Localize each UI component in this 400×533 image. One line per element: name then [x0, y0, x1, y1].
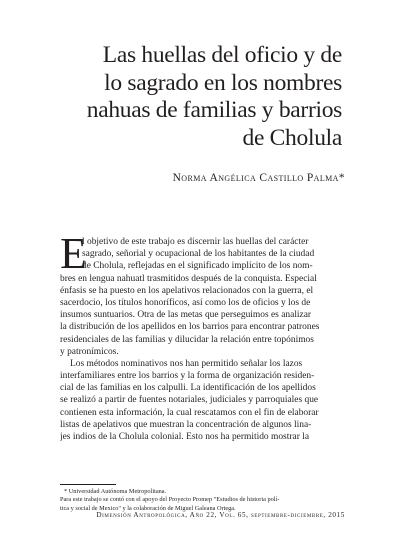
- footnotes: [60, 488, 345, 513]
- body-line: bres en lengua nahuatl trasmitidos después de la conquista. Especial: [60, 273, 317, 284]
- body-line: listas de apelativos que muestran la concentración de algunos lina-: [60, 419, 312, 430]
- body-line: de Cholula, reflejadas en el significado implícito de los nom-: [82, 261, 313, 272]
- footnote-line: tica y social de Mexico" y la colaboración de Miguel Galeana Ortega.: [60, 504, 236, 512]
- article-title: [60, 42, 342, 152]
- body-line: sagrado, señorial y ocupacional de los habitantes de la ciudad: [82, 249, 315, 260]
- title-line: Las huellas del oficio y de: [102, 42, 342, 68]
- title-line: nahuas de familias y barrios: [86, 97, 342, 123]
- title-line: de Cholula: [242, 124, 342, 151]
- body-line: interfamiliares entre los barrios y la forma de organización residen-: [60, 371, 315, 382]
- title-line: lo sagrado en los nombres: [104, 69, 342, 96]
- body-line: énfasis se ha puesto en los apelativos relacionados con la guerra, el: [60, 285, 314, 296]
- body-line: la distribución de los apellidos en los barrios para encontrar patrones: [60, 322, 320, 333]
- article-body: [60, 229, 345, 443]
- body-line: l objetivo de este trabajo es discernir las huellas del carácter: [82, 237, 309, 247]
- article-author: Norma Angélica Castillo Palma*: [172, 172, 345, 184]
- body-line: cial de las familias en los calpulli. La identificación de los apellidos: [60, 383, 316, 394]
- body-line: Los métodos nominativos nos han permitido señalar los lazos: [70, 358, 303, 369]
- footnote-line: Para este trabajo se contó con el apoyo del Proyecto Promep "Estudios de historia polí-: [60, 496, 280, 504]
- body-line: contienen esta información, la cual rescatamos con el fin de elaborar: [60, 407, 319, 418]
- drop-cap: E: [60, 229, 87, 278]
- body-line: y patronímicos.: [60, 346, 119, 357]
- body-line: insumos suntuarios. Otra de las metas que perseguimos es analizar: [60, 310, 312, 321]
- footnote-line: * Universidad Autónoma Metropolitana.: [64, 488, 167, 495]
- body-line: sacerdocio, los títulos honoríficos, así como los de oficios y los de: [60, 297, 311, 308]
- body-line: residenciales de las familias y dilucidar la relación entre topónimos: [60, 334, 314, 345]
- running-footer: Dimensión Antropológica, Año 22, Vol. 65, septiembre-diciembre, 2015: [96, 511, 345, 519]
- footnote-rule: [60, 484, 116, 485]
- body-line: jes indios de la Cholula colonial. Esto nos ha permitido mostrar la: [60, 432, 310, 442]
- body-line: se realizó a partir de fuentes notariales, judiciales y parroquiales que: [60, 395, 319, 406]
